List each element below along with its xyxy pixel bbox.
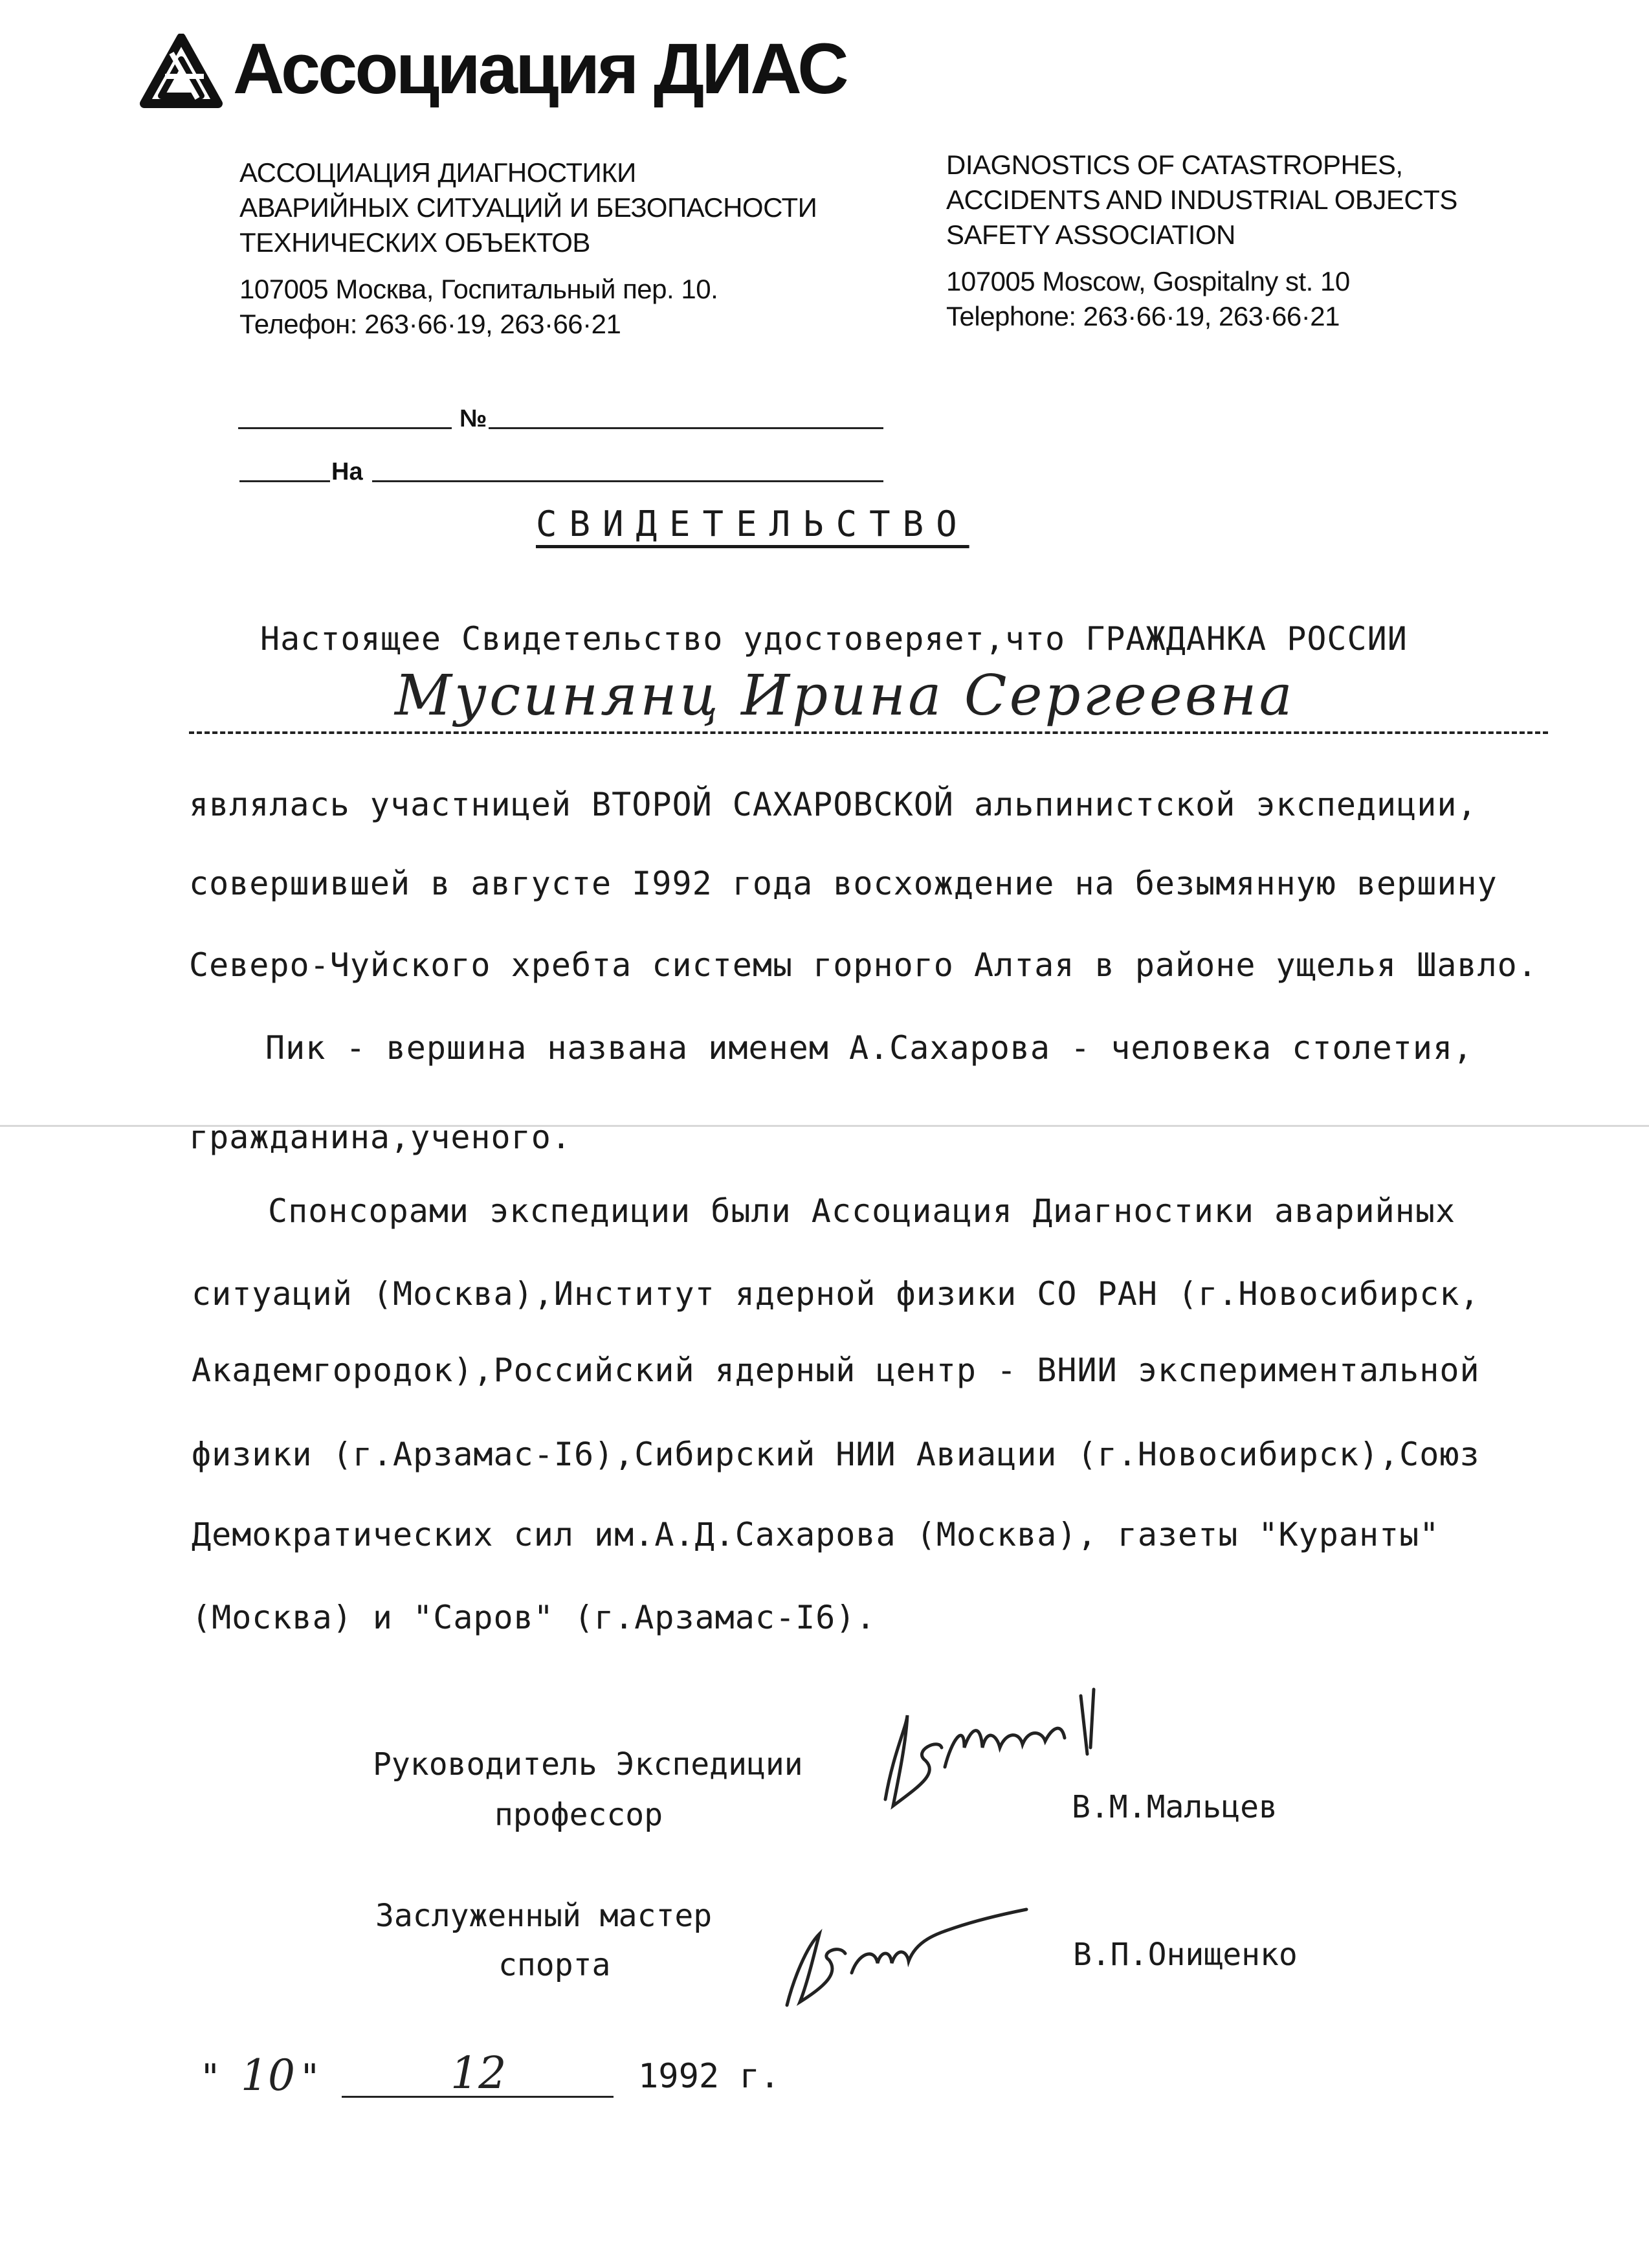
body-line: Академгородок),Российский ядерный центр - ВНИИ экспериментальной	[192, 1351, 1480, 1389]
org-name-en-line: ACCIDENTS AND INDUSTRIAL OBJECTS	[946, 184, 1457, 215]
ref-on-line	[372, 480, 883, 482]
body-line: ситуаций (Москва),Институт ядерной физики СО РАН (г.Новосибирск,	[192, 1275, 1480, 1313]
org-name-ru-line: ТЕХНИЧЕСКИХ ОБЪЕКТОВ	[239, 227, 590, 258]
document-title: СВИДЕТЕЛЬСТВО	[536, 504, 969, 544]
body-line: являлась участницей ВТОРОЙ САХАРОВСКОЙ альпинистской экспедиции,	[189, 786, 1477, 823]
signatory-name: В.П.Онищенко	[1073, 1937, 1298, 1973]
signature-image	[768, 1889, 1039, 2018]
body-line: Спонсорами экспедиции были Ассоциация Диагностики аварийных	[268, 1192, 1456, 1230]
body-line: физики (г.Арзамас-I6),Сибирский НИИ Авиации (г.Новосибирск),Союз	[192, 1436, 1480, 1473]
logo-wordmark: Ассоциация ДИАС	[233, 29, 847, 109]
org-name-en-line: DIAGNOSTICS OF CATASTROPHES,	[946, 150, 1403, 180]
date-open-quote: "	[199, 2057, 221, 2099]
intro-line: Настоящее Свидетельство удостоверяет,что ГРАЖДАНКА РОССИИ	[260, 620, 1408, 658]
body-line: Пик - вершина названа именем А.Сахарова - человека столетия,	[265, 1029, 1474, 1067]
date-close-quote: "	[299, 2057, 321, 2099]
signatory-role: спорта	[498, 1947, 611, 1983]
body-line: Демократических сил им.А.Д.Сахарова (Москва), газеты "Куранты"	[192, 1516, 1440, 1553]
body-line: совершившей в августе I992 года восхождение на безымянную вершину	[189, 865, 1498, 902]
org-phone-ru: Телефон: 263·66·19, 263·66·21	[239, 309, 621, 339]
signatory-role: Руководитель Экспедиции	[373, 1746, 803, 1783]
org-contacts-ru	[239, 272, 718, 342]
org-address-ru: 107005 Москва, Госпитальный пер. 10.	[239, 274, 718, 304]
handwritten-name: Мусинянц Ирина Сергеевна	[395, 663, 1295, 728]
dias-logo-icon	[139, 34, 223, 115]
signatory-role: Заслуженный мастер	[375, 1898, 713, 1934]
body-line: Северо-Чуйского хребта системы горного Алтая в районе ущелья Шавло.	[189, 946, 1538, 984]
date-year: 1992 г.	[638, 2057, 780, 2096]
date-month: 12	[450, 2048, 507, 2099]
date-day: 10	[241, 2051, 295, 2100]
signatory-name: В.М.Мальцев	[1072, 1789, 1278, 1825]
ref-on-label: На	[331, 458, 363, 485]
org-name-en-line: SAFETY ASSOCIATION	[946, 219, 1235, 250]
name-fill-line	[189, 731, 1548, 734]
body-line: гражданина,ученого.	[189, 1118, 571, 1156]
ref-on-date-line	[239, 480, 330, 482]
org-name-en	[946, 148, 1457, 252]
org-name-ru	[239, 155, 817, 260]
signatory-role: профессор	[494, 1797, 663, 1833]
org-phone-en: Telephone: 263·66·19, 263·66·21	[946, 301, 1340, 331]
org-contacts-en	[946, 264, 1350, 334]
ref-number-line	[489, 427, 883, 429]
org-address-en: 107005 Moscow, Gospitalny st. 10	[946, 266, 1350, 296]
body-line: (Москва) и "Саров" (г.Арзамас-I6).	[192, 1599, 876, 1636]
ref-date-line	[238, 427, 452, 429]
org-name-ru-line: АССОЦИАЦИЯ ДИАГНОСТИКИ	[239, 157, 636, 188]
org-name-ru-line: АВАРИЙНЫХ СИТУАЦИЙ И БЕЗОПАСНОСТИ	[239, 192, 817, 223]
ref-number-label: №	[459, 405, 487, 432]
